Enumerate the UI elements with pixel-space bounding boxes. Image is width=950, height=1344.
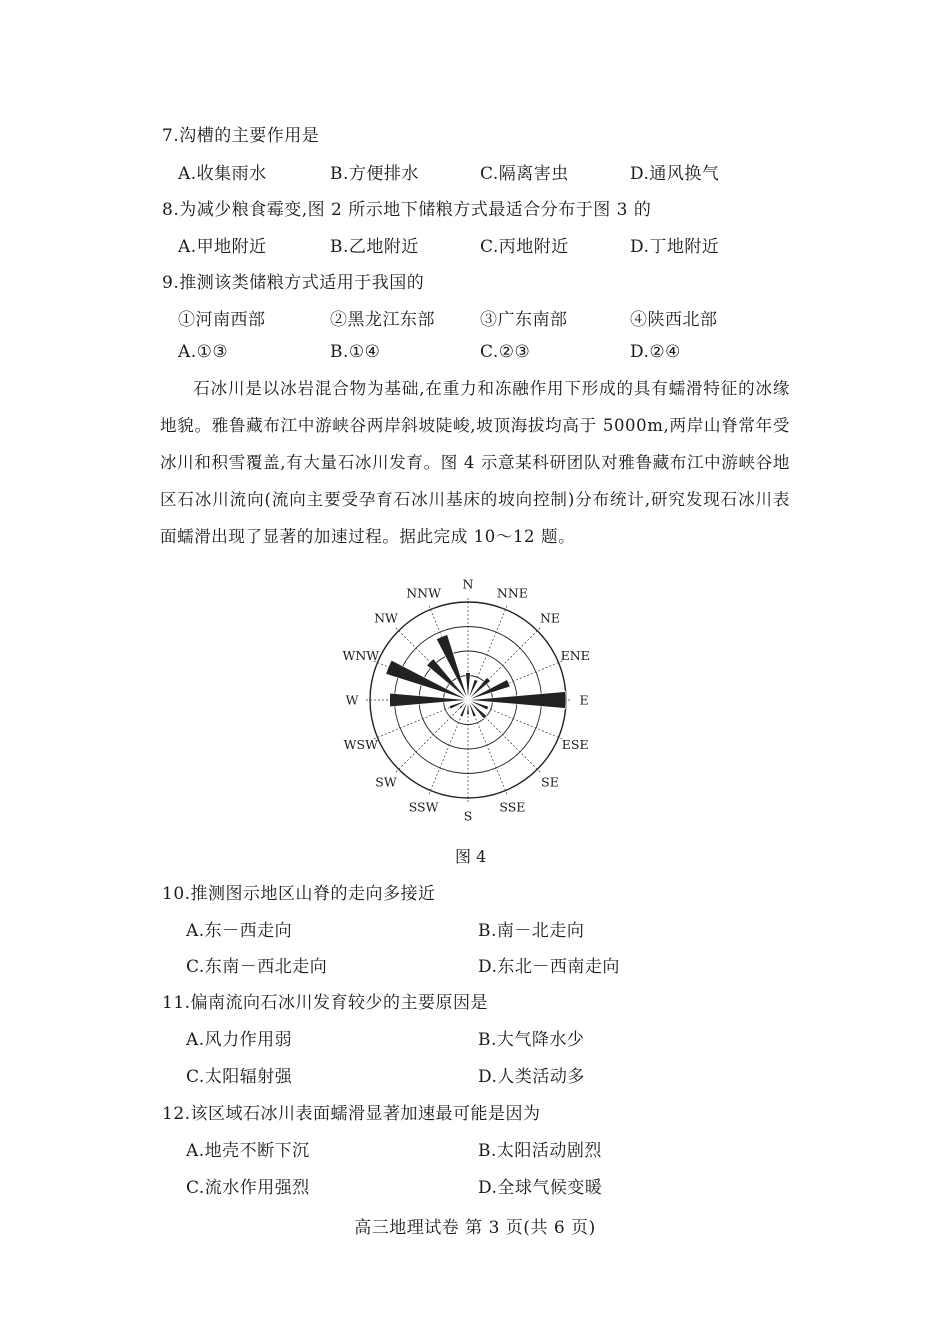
q10-option-b: B.南－北走向 [478, 921, 585, 941]
q7-option-c: C.隔离害虫 [480, 164, 569, 184]
q7-option-d: D.通风换气 [630, 164, 720, 184]
direction-label-ssw: SSW [408, 799, 439, 815]
direction-label-ese: ESE [561, 736, 589, 752]
question-11-stem: 11.偏南流向石冰川发育较少的主要原因是 [162, 993, 489, 1013]
q12-option-b: B.太阳活动剧烈 [478, 1141, 602, 1161]
direction-label-n: N [462, 576, 474, 592]
rose-petal-nw [427, 659, 468, 700]
direction-label-w: W [345, 692, 359, 708]
direction-label-wsw: WSW [343, 736, 378, 752]
question-12-stem: 12.该区域石冰川表面蠕滑显著加速最可能是因为 [162, 1104, 541, 1124]
direction-label-sse: SSE [499, 799, 526, 815]
q10-option-d: D.东北－西南走向 [478, 957, 620, 977]
q10-option-c: C.东南－西北走向 [186, 957, 328, 977]
page-footer: 高三地理试卷 第 3 页(共 6 页) [354, 1218, 596, 1238]
direction-label-nw: NW [374, 610, 398, 626]
q8-option-d: D.丁地附近 [630, 237, 720, 257]
reading-passage [160, 370, 790, 555]
question-10-stem: 10.推测图示地区山脊的走向多接近 [162, 884, 436, 904]
direction-label-nnw: NNW [406, 585, 441, 601]
rock-glacier-rose-diagram [320, 556, 620, 846]
q12-option-a: A.地壳不断下沉 [186, 1141, 310, 1161]
direction-label-se: SE [541, 774, 559, 790]
rose-radial-line [394, 700, 468, 774]
q9-item-3: ③广东南部 [480, 310, 568, 330]
q9-option-a: A.①③ [178, 342, 229, 362]
q9-item-1: ①河南西部 [178, 310, 266, 330]
q9-option-b: B.①④ [330, 342, 381, 362]
passage-text: 石冰川是以冰岩混合物为基础,在重力和冻融作用下形成的具有蠕滑特征的冰缘地貌。雅鲁藏布江中游峡谷两岸斜坡陡峻,坡顶海拔均高于 5000m,两岸山脊常年受冰川和积雪覆盖,有大量石冰川发育。图 4 示意某科研团队对雅鲁藏布江中游峡谷地区石冰川流向(流向主要受孕育石冰川基床的坡向控制)分布统计,研究发现石冰川表面蠕滑出现了显著的加速过程。据此完成 10～12 题。 [160, 379, 790, 546]
q9-option-d: D.②④ [630, 342, 681, 362]
q8-option-c: C.丙地附近 [480, 237, 569, 257]
q7-option-b: B.方便排水 [330, 164, 419, 184]
q9-option-c: C.②③ [480, 342, 531, 362]
direction-label-e: E [579, 692, 589, 708]
q7-option-a: A.收集雨水 [178, 164, 267, 184]
q12-option-c: C.流水作用强烈 [186, 1178, 310, 1198]
q11-option-b: B.大气降水少 [478, 1030, 585, 1050]
direction-label-ene: ENE [560, 648, 590, 664]
q11-option-d: D.人类活动多 [478, 1067, 585, 1087]
q10-option-a: A.东－西走向 [186, 921, 293, 941]
q8-option-b: B.乙地附近 [330, 237, 419, 257]
q9-item-2: ②黑龙江东部 [330, 310, 435, 330]
direction-label-sw: SW [375, 774, 397, 790]
direction-label-s: S [463, 808, 473, 824]
q8-option-a: A.甲地附近 [178, 237, 267, 257]
direction-label-wnw: WNW [342, 648, 380, 664]
direction-label-nne: NNE [496, 585, 528, 601]
q11-option-c: C.太阳辐射强 [186, 1067, 293, 1087]
figure-caption: 图 4 [455, 847, 487, 866]
q9-item-4: ④陕西北部 [630, 310, 718, 330]
question-8-stem: 8.为减少粮食霉变,图 2 所示地下储粮方式最适合分布于图 3 的 [162, 200, 652, 220]
q11-option-a: A.风力作用弱 [186, 1030, 293, 1050]
q12-option-d: D.全球气候变暖 [478, 1178, 603, 1198]
question-9-stem: 9.推测该类储粮方式适用于我国的 [162, 273, 425, 293]
question-7-stem: 7.沟槽的主要作用是 [162, 126, 320, 146]
direction-label-ne: NE [539, 610, 561, 626]
